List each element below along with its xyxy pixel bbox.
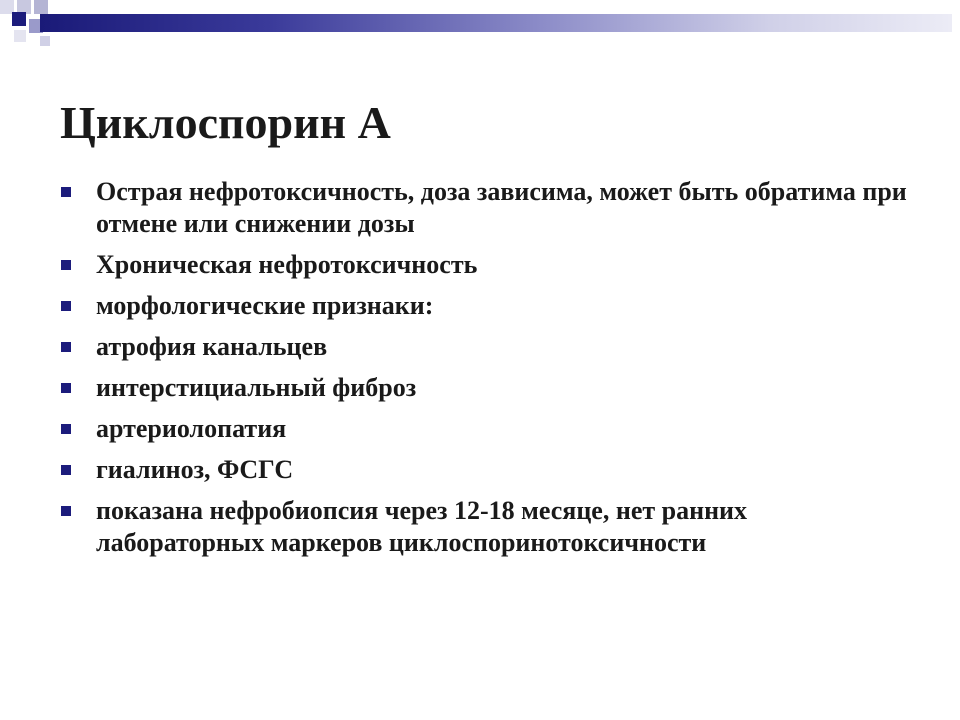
bullet-list	[60, 176, 920, 568]
bullet-text: Хроническая нефротоксичность	[96, 250, 478, 279]
deco-square	[40, 36, 50, 46]
deco-square	[14, 30, 26, 42]
bullet-text: интерстициальный фиброз	[96, 373, 417, 402]
bullet-text: морфологические признаки:	[96, 291, 434, 320]
deco-square	[0, 0, 14, 14]
bullet-text: артериолопатия	[96, 414, 287, 443]
bullet-item	[60, 372, 920, 404]
square-bullet-icon	[61, 465, 71, 475]
square-bullet-icon	[61, 187, 71, 197]
bullet-item	[60, 495, 920, 559]
square-bullet-icon	[61, 342, 71, 352]
bullet-text: Острая нефротоксичность, доза зависима, может быть обратима при отмене или снижении дозы	[96, 177, 907, 238]
square-bullet-icon	[61, 301, 71, 311]
header-gradient-bar	[40, 14, 952, 32]
bullet-item	[60, 413, 920, 445]
bullet-item	[60, 249, 920, 281]
square-bullet-icon	[61, 424, 71, 434]
deco-square	[34, 0, 48, 14]
slide-title: Циклоспорин А	[60, 97, 391, 148]
bullet-item	[60, 454, 920, 486]
bullet-text: атрофия канальцев	[96, 332, 328, 361]
bullet-item	[60, 290, 920, 322]
deco-square	[17, 0, 31, 14]
deco-square	[12, 12, 26, 26]
square-bullet-icon	[61, 383, 71, 393]
bullet-text: показана нефробиопсия через 12-18 месяце, нет ранних лабораторных маркеров циклоспоринотоксичности	[96, 496, 748, 557]
bullet-item	[60, 331, 920, 363]
square-bullet-icon	[61, 260, 71, 270]
bullet-text: гиалиноз, ФСГС	[96, 455, 294, 484]
square-bullet-icon	[61, 506, 71, 516]
bullet-item	[60, 176, 920, 240]
